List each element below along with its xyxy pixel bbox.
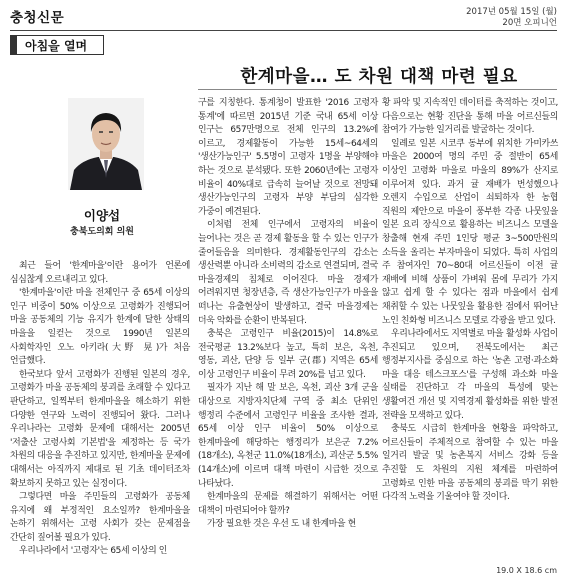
clipping-size: 19.0 X 18.6 cm <box>496 566 557 575</box>
paragraph: 최근 들어 '한계마을'이란 용어가 언론에 심심찮게 오르내리고 있다. <box>10 261 190 285</box>
paragraph: 필자가 지난 해 말 보은, 옥천, 괴산 3개 군을 대상으로 지방자치단체 구역 중 최소 단위인 행정리 수준에서 고령인구 비율을 조사한 결과, 65세 이상 인구 비율이 50% 이상으로 한계마을에 해당하는 행정리가 보은군 7.2%(18개소), 옥천군 11.0%(18개소), 괴산군 5.5%(14개소)에 이르며 대책 마련이 시급한 것으로 나타났다. <box>198 383 378 489</box>
author-position: 충북도의회 의원 <box>70 227 134 237</box>
paragraph: 충북도 시급히 한계마을 현황을 파악하고, 어르신들이 주체적으로 참여할 수 있는 마을 일거리 발굴 및 농촌복지 서비스 강화 등을 추진할 도 차원의 지원 체계를 마련하여 고령화로 인한 마을 공동체의 붕괴를 막기 위한 다각적 노력을 기울여야 할 것이다. <box>382 424 558 503</box>
page-section: 20면 오피니언 <box>502 18 557 28</box>
newspaper-masthead: 충청신문 <box>10 10 65 26</box>
column-section-label <box>10 35 104 55</box>
paragraph: 우리나라에서도 지역별로 마을 활성화 사업이 추진되고 있으며, 전북도에서는 최근 행정부지사를 중심으로 하는 '농촌 고령·과소화 마을 대응 테스크포스'를 구성해 과소화 마을 실태를 진단하고 각 마을의 특성에 맞는 생활여건 개선 및 지역경제 활성화를 위한 발전 전략을 모색하고 있다. <box>382 329 558 421</box>
author-photo <box>68 98 144 190</box>
paragraph: 그렇다면 마을 주민들의 고령화가 공동체 유지에 왜 부정적인 요소일까? 한계마을을 논하기 위해서는 고령 사회가 갖는 문제점을 간단히 짚어볼 필요가 있다. <box>10 492 190 543</box>
section-accent-bar <box>11 36 17 54</box>
author-name: 이양섭 <box>83 208 121 223</box>
paragraph: 한계마을의 문제를 해결하기 위해서는 어떤 대책이 마련되어야 할까? <box>198 492 378 516</box>
paragraph: 황 파악 및 지속적인 데이터를 축적하는 것이고, 다음으로는 현황 진단을 통해 마을 어르신들의 참여가 가능한 일거리를 발굴하는 것이다. <box>382 98 558 136</box>
headline-rule <box>198 89 557 90</box>
paragraph: 구를 지칭한다. 통계청이 발표한 '2016 고령자 통계'에 따르면 2015년 기준 국내 65세 이상 인구는 657만명으로 전체 인구의 13.2%에 이르고, 경제활동이 가능한 15세~64세의 '생산가능인구' 5.5명이 고령자 1명을 부양해야 하는 것으로 분석됐다. 또한 2060년에는 고령자 비율이 40%대로 급속히 늘어날 것으로 전망돼 생산가능인구의 고령자 부양 부담의 심각한 가중이 예견된다. <box>198 98 378 217</box>
section-title: 아침을 열며 <box>25 39 88 53</box>
portrait-image <box>68 98 144 190</box>
body-column-1 <box>10 260 190 559</box>
paragraph: 이처럼 전체 인구에서 고령자의 비율이 늘어나는 것은 곧 경제 활동을 할 수 있는 인구가 줄어들음을 의미한다. 경제활동인구의 감소는 생산력뿐 아니라 소비력의 감소로 연결되며, 결국 마을경제의 침체로 이어진다. 마을 경제가 어려워지면 청장년층, 즉 생산가능인구가 마을을 떠나는 유출현상이 발생하고, 결국 마을경제는 더욱 악화를 순환이 반복된다. <box>198 220 378 326</box>
paragraph: '한계마을'이란 마을 전체인구 중 65세 이상의 인구 비중이 50% 이상으로 고령화가 진행되어 마을 공동체의 기능 유지가 한계에 달한 상태의 마을을 일컫는 것으로 1990년 일본의 사회학자인 오노 아키라(大野 晃)가 처음 언급했다. <box>10 288 190 367</box>
body-column-2 <box>198 97 378 532</box>
paragraph: 한국보다 앞서 고령화가 진행된 일본의 경우, 고령화가 마을 공동체의 붕괴를 초래할 수 있다고 판단하고, 일찍부터 한계마을을 해소하기 위한 다양한 연구와 노력이 진행되어 왔다. 그러나 우리나라는 고령화 문제에 대해서는 2005년 '저출산 고령사회 기본법'을 제정하는 등 국가 차원의 대응을 추진하고 있지만, 한계마을 문제에 대해서는 아직까지 제대로 된 기초 데이터조차 확보하지 못하고 있는 실정이다. <box>10 369 190 489</box>
article-headline: 한계마을… 도 차원 대책 마련 필요 <box>240 67 518 87</box>
paragraph: 우리나라에서 '고령자'는 65세 이상의 인 <box>19 546 168 557</box>
dateline <box>466 7 557 29</box>
top-rule <box>10 30 557 31</box>
paragraph: 충북은 고령인구 비율(2015)이 14.8%로 전국평균 13.2%보다 높고, 특히 보은, 옥천, 영동, 괴산, 단양 등 일부 군(郡) 지역은 65세 이상 고령인구 비율이 무려 20%를 넘고 있다. <box>198 329 378 380</box>
paragraph: 일례로 일본 시코쿠 동부에 위치한 가미카쓰 마을은 2000여 명의 주민 중 절반이 65세 이상인 고령화 마을로 마을의 89%가 산지로 이루어져 있다. 과거 귤 재배가 번성했으나 오렌지 수입으로 산업이 쇠퇴하자 한 농협 직원의 제안으로 마을이 풍부한 각종 나뭇잎을 일본 요리 장식으로 활용하는 비즈니스 모델을 창출해 현재 주민 1인당 평균 3~500만원의 소득을 올리는 부자마을이 되었다. 특히 사업의 주 참여자인 70~80대 어르신들이 이전 귤 재배에 비해 상품이 가벼워 몸에 무리가 가지 않고 쉽게 할 수 있다는 점과 마을에서 쉽게 채취할 수 있는 나뭇잎을 활용한 점에서 뛰어난 노인 친화형 비즈니스 모델로 각광을 받고 있다. <box>382 138 558 326</box>
issue-date: 2017년 05월 15일 (월) <box>466 7 557 17</box>
body-column-3 <box>382 97 558 505</box>
paragraph: 가장 필요한 것은 우선 도 내 한계마을 현 <box>207 519 356 530</box>
